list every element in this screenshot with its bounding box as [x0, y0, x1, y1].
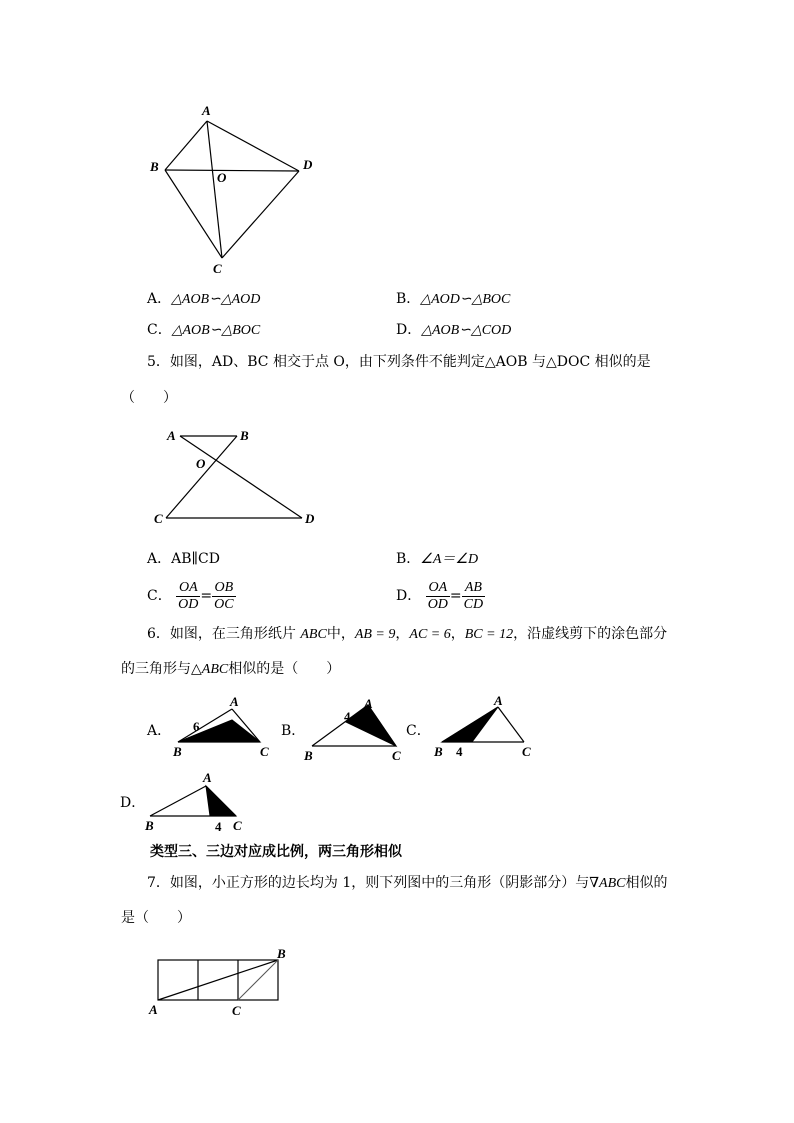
label-4: 4 [344, 709, 351, 724]
numerator: OB [212, 580, 235, 597]
denominator: OC [214, 596, 234, 612]
option-text: △AOB∽△AOD [171, 292, 261, 307]
label-A: A [203, 770, 212, 785]
q6-option-c-letter: C． [406, 723, 431, 739]
option-letter: D． [396, 588, 422, 604]
text: 7．如图，小正方形的边长均为 1，则下列图中的三角形（阴影部分）与∇ [147, 875, 600, 891]
q5-blank: （ ） [121, 390, 177, 406]
denominator: CD [463, 596, 484, 612]
label-C: C [233, 818, 242, 833]
label-B: B [434, 744, 443, 759]
label-A: A [494, 693, 503, 708]
option-text: △AOB∽△COD [421, 323, 512, 338]
option-text: ∠A＝∠D [420, 552, 479, 567]
fraction-ab-cd [462, 580, 485, 613]
q5-option-c [147, 578, 236, 614]
text: 相似的是（ ） [228, 661, 341, 677]
label-C: C [392, 748, 401, 763]
denominator: OD [178, 596, 199, 612]
label-B: B [150, 159, 159, 174]
q6-option-d-letter: D． [120, 795, 146, 811]
q6-figure-c [428, 692, 538, 762]
math: AC = 6 [409, 627, 451, 642]
q4-option-d [396, 321, 511, 340]
q6-option-a-letter: A． [147, 723, 172, 739]
q6-stem-line2 [121, 660, 340, 679]
label-C: C [154, 511, 163, 526]
label-B: B [240, 428, 249, 443]
numerator: OA [176, 580, 200, 597]
q6-figure-b [300, 692, 410, 764]
option-letter: D． [396, 322, 422, 338]
q7-stem-line1 [147, 874, 668, 893]
text: ，沿虚线剪下的涂色部分 [513, 626, 668, 642]
label-A: A [230, 694, 239, 709]
option-text: △AOD∽△BOC [420, 292, 511, 307]
q6-figure-d [140, 766, 252, 836]
numerator: OA [426, 580, 450, 597]
q5-option-d [396, 578, 485, 614]
math: ABC [599, 876, 626, 891]
option-text: AB∥CD [171, 551, 220, 567]
math: ABC [300, 627, 327, 642]
equals: = [449, 588, 462, 604]
label-A: A [167, 428, 176, 443]
figure-q5-crossing-lines [150, 424, 330, 529]
label-4: 4 [215, 819, 222, 834]
math: AB = 9 [354, 627, 396, 642]
label-C: C [260, 744, 269, 759]
text: 6．如图，在三角形纸片 [147, 626, 296, 642]
denominator: OD [427, 596, 448, 612]
option-letter: A． [147, 291, 172, 307]
option-text: △AOB∽△BOC [171, 323, 261, 338]
q5-option-b [396, 550, 478, 569]
q4-option-b [396, 290, 510, 309]
fraction-ob-oc [212, 580, 235, 613]
label-B: B [304, 748, 313, 763]
q6-option-b-letter: B． [281, 723, 306, 739]
label-B: B [173, 744, 182, 759]
q6-figure-a [168, 692, 278, 762]
math: ABC [201, 662, 229, 677]
text: ， [450, 626, 465, 642]
label-C: C [213, 261, 222, 276]
figure-quadrilateral [140, 100, 330, 280]
fraction-oa-od [426, 580, 450, 613]
q5-option-a [147, 550, 220, 568]
text: 的三角形与△ [121, 661, 202, 677]
label-B: B [277, 946, 286, 961]
text: 中， [326, 626, 355, 642]
label-O: O [217, 170, 227, 185]
label-A: A [149, 1002, 158, 1017]
q4-option-a [147, 290, 260, 309]
fraction-oa-od [176, 580, 200, 613]
option-letter: C． [147, 588, 172, 604]
q7-stem-line2: 是（ ） [121, 910, 191, 926]
label-D: D [303, 157, 313, 172]
option-letter: B． [396, 551, 421, 567]
label-C: C [232, 1003, 241, 1018]
label-B: B [145, 818, 154, 833]
label-C: C [522, 744, 531, 759]
option-letter: A． [147, 551, 172, 567]
label-6: 6 [193, 719, 200, 734]
option-letter: B． [396, 291, 421, 307]
numerator: AB [462, 580, 485, 597]
label-A: A [202, 103, 211, 118]
q5-stem: 5．如图，AD、BC 相交于点 O，由下列条件不能判定△AOB 与△DOC 相似的是 [147, 354, 651, 370]
text: ， [395, 626, 410, 642]
q6-stem-line1 [147, 625, 667, 644]
equals: = [200, 588, 213, 604]
figure-q7-grid [140, 944, 300, 1024]
label-4: 4 [456, 744, 463, 759]
option-letter: C． [147, 322, 172, 338]
label-A: A [364, 696, 373, 711]
math: BC = 12 [464, 627, 514, 642]
q4-option-c [147, 321, 260, 340]
label-O: O [196, 456, 206, 471]
text: 相似的 [625, 875, 668, 891]
section-heading: 类型三、三边对应成比例，两三角形相似 [150, 844, 402, 860]
label-D: D [305, 511, 315, 526]
